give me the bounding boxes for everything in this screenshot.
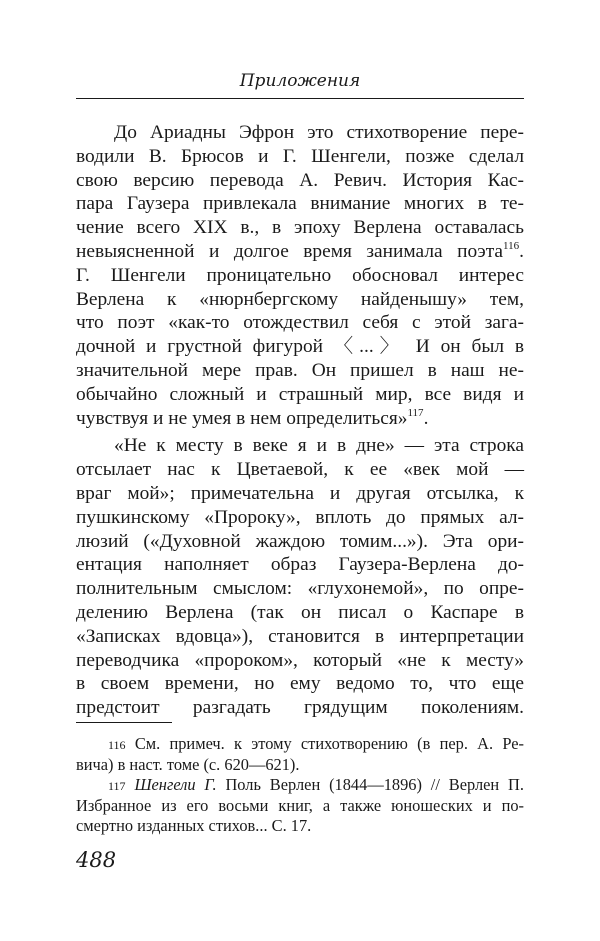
text-line: «Записках вдовца»), становится в интерпретации (76, 625, 524, 647)
main-text (76, 121, 524, 720)
footnote-ref-116: 116 (503, 239, 520, 252)
page-number: 488 (76, 848, 117, 872)
text-line: свою версию перевода А. Ревич. История Кас- (76, 169, 524, 191)
footnote-number: 117 (108, 779, 126, 793)
paragraph-2 (76, 434, 524, 720)
text-line: переводчика «пророком», который «не к месту» (76, 649, 524, 671)
footnote-text: Поль Верлен (1844—1896) // Верлен П. (225, 775, 524, 794)
text-line: враг мой»; примечательна и другая отсылка, к (76, 482, 524, 504)
header-rule (76, 98, 524, 99)
text-span: чувствуя и не умея в нем определиться» (76, 407, 408, 429)
text-line: полнительным смыслом: «глухонемой», по опре- (76, 578, 524, 600)
text-line: дочной и грустной фигурой 〈...〉 И он был в (76, 336, 524, 358)
footnote-117 (76, 775, 524, 796)
text-line: пара Гаузера привлекала внимание многих в те- (76, 193, 524, 215)
text-line: значительной мере прав. Он пришел в наш не- (76, 359, 524, 381)
text-line: чувствуя и не умея в нем определиться»$^{117}$. (76, 406, 429, 429)
text-line: предстоит разгадать грядущим поколениям. (76, 697, 524, 719)
text-line: обычайно сложный и страшный мир, все видя и (76, 383, 524, 405)
footnote-116 (76, 734, 524, 755)
text-line: чение всего XIX в., в эпоху Верлена оставалась (76, 217, 524, 239)
text-line: люзий («Духовной жаждою томим...»). Эта ори- (76, 530, 524, 552)
footnote-rule (76, 722, 172, 723)
text-line: отсылает нас к Цветаевой, к ее «век мой — (76, 459, 524, 481)
text-line: «Не к месту в веке я и в дне» — эта строка (114, 435, 524, 457)
footnote-text: См. примеч. к этому стихотворению (в пер. А. Ре- (134, 734, 524, 753)
text-line: что поэт «как-то отождествил себя с этой зага- (76, 312, 524, 334)
footnote-117-cont: смертно изданных стихов... С. 17. (76, 816, 312, 835)
footnote-116-cont: вича) в наст. томе (с. 620—621). (76, 754, 300, 774)
running-head: Приложения (239, 71, 361, 91)
footnotes (76, 734, 524, 837)
text-line: До Ариадны Эфрон это стихотворение пере- (114, 122, 524, 143)
footnote-author: Шенгели Г. (134, 775, 217, 794)
text-line: Г. Шенгели проницательно обосновал интерес (76, 264, 524, 286)
text-line: ентация наполняет образ Гаузера-Верлена до- (76, 554, 524, 576)
text-span: невыясненной и долгое время занимала поэта (76, 240, 504, 262)
text-line: Верлена к «нюрнбергскому найденышу» тем, (76, 288, 524, 310)
text-line: водили В. Брюсов и Г. Шенгели, позже сделал (76, 145, 524, 167)
text-line: невыясненной и долгое время занимала поэта$^{116}$. (76, 239, 524, 262)
footnote-ref-117: 117 (407, 406, 424, 419)
paragraph-1 (76, 121, 524, 430)
text-line: в своем времени, но ему ведомо то, что еще (76, 673, 524, 695)
text-line: делению Верлена (так он писал о Каспаре в (76, 601, 524, 623)
footnote-number: 116 (108, 738, 126, 752)
text-line: пушкинскому «Пророку», вплоть до прямых ал- (76, 506, 524, 528)
footnote-117-cont: Избранное из его восьми книг, а также юношеских и по- (76, 795, 524, 815)
